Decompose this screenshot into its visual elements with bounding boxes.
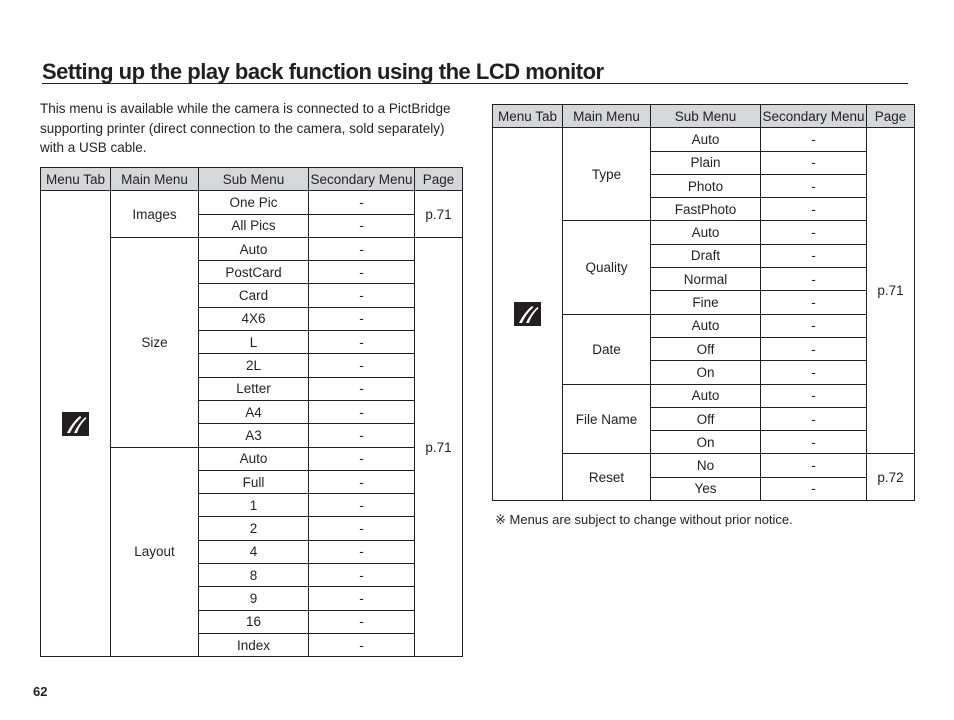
table-header-row (493, 105, 915, 128)
main-menu-cell: File Name (563, 384, 651, 454)
sub-menu-cell: Letter (199, 377, 309, 400)
secondary-menu-cell: - (309, 587, 415, 610)
page-cell: p.72 (867, 454, 915, 501)
table-header-row (41, 168, 463, 191)
sub-menu-cell: Auto (651, 128, 761, 151)
sub-menu-cell: 1 (199, 494, 309, 517)
page-cell: p.71 (415, 191, 463, 238)
table-row (41, 191, 463, 214)
footnote: ※ Menus are subject to change without prior notice. (495, 512, 793, 527)
intro-paragraph: This menu is available while the camera is connected to a PictBridge supporting printer (direct connection to the camera, sold separately) with a USB cable. (40, 101, 451, 155)
main-menu-cell: Reset (563, 454, 651, 501)
sub-menu-cell: 2L (199, 354, 309, 377)
sub-menu-cell: Auto (199, 237, 309, 260)
secondary-menu-cell: - (309, 284, 415, 307)
secondary-menu-cell: - (761, 431, 867, 454)
secondary-menu-cell: - (309, 261, 415, 284)
secondary-menu-cell: - (309, 633, 415, 656)
sub-menu-cell: A3 (199, 424, 309, 447)
col-header: Secondary Menu (309, 168, 415, 191)
page-cell: p.71 (415, 237, 463, 656)
menu-table-left (40, 167, 463, 657)
secondary-menu-cell: - (309, 331, 415, 354)
secondary-menu-cell: - (761, 361, 867, 384)
sub-menu-cell: Auto (199, 447, 309, 470)
main-menu-cell: Layout (111, 447, 199, 657)
col-header: Page (867, 105, 915, 128)
sub-menu-cell: 9 (199, 587, 309, 610)
sub-menu-cell: Plain (651, 151, 761, 174)
sub-menu-cell: All Pics (199, 214, 309, 237)
col-header: Page (415, 168, 463, 191)
sub-menu-cell: One Pic (199, 191, 309, 214)
secondary-menu-cell: - (761, 291, 867, 314)
secondary-menu-cell: - (761, 221, 867, 244)
sub-menu-cell: Index (199, 633, 309, 656)
main-menu-cell: Date (563, 314, 651, 384)
menu-tab-cell (493, 128, 563, 501)
sub-menu-cell: Photo (651, 174, 761, 197)
secondary-menu-cell: - (309, 494, 415, 517)
sub-menu-cell: Auto (651, 314, 761, 337)
col-header: Menu Tab (41, 168, 111, 191)
secondary-menu-cell: - (309, 564, 415, 587)
secondary-menu-cell: - (761, 477, 867, 500)
secondary-menu-cell: - (761, 174, 867, 197)
secondary-menu-cell: - (761, 244, 867, 267)
col-header: Secondary Menu (761, 105, 867, 128)
secondary-menu-cell: - (761, 454, 867, 477)
sub-menu-cell: 4X6 (199, 307, 309, 330)
secondary-menu-cell: - (761, 151, 867, 174)
sub-menu-cell: Normal (651, 268, 761, 291)
col-header: Menu Tab (493, 105, 563, 128)
secondary-menu-cell: - (309, 610, 415, 633)
sub-menu-cell: No (651, 454, 761, 477)
secondary-menu-cell: - (309, 191, 415, 214)
sub-menu-cell: On (651, 431, 761, 454)
table-row (493, 128, 915, 151)
sub-menu-cell: A4 (199, 400, 309, 423)
secondary-menu-cell: - (761, 268, 867, 291)
secondary-menu-cell: - (309, 214, 415, 237)
sub-menu-cell: On (651, 361, 761, 384)
sub-menu-cell: Full (199, 470, 309, 493)
secondary-menu-cell: - (309, 517, 415, 540)
col-header: Sub Menu (651, 105, 761, 128)
sub-menu-cell: Fine (651, 291, 761, 314)
sub-menu-cell: 16 (199, 610, 309, 633)
secondary-menu-cell: - (309, 470, 415, 493)
secondary-menu-cell: - (309, 424, 415, 447)
sub-menu-cell: 2 (199, 517, 309, 540)
main-menu-cell: Quality (563, 221, 651, 314)
page-cell: p.71 (867, 128, 915, 454)
sub-menu-cell: PostCard (199, 261, 309, 284)
secondary-menu-cell: - (309, 354, 415, 377)
main-menu-cell: Images (111, 191, 199, 238)
menu-tab-cell (41, 191, 111, 657)
menu-table-right (492, 104, 915, 501)
secondary-menu-cell: - (761, 337, 867, 360)
sub-menu-cell: Card (199, 284, 309, 307)
secondary-menu-cell: - (309, 447, 415, 470)
main-menu-cell: Size (111, 237, 199, 447)
sub-menu-cell: Auto (651, 221, 761, 244)
col-header: Main Menu (111, 168, 199, 191)
sub-menu-cell: Draft (651, 244, 761, 267)
col-header: Main Menu (563, 105, 651, 128)
title-underline (42, 83, 908, 84)
sub-menu-cell: Yes (651, 477, 761, 500)
secondary-menu-cell: - (309, 237, 415, 260)
sub-menu-cell: Off (651, 407, 761, 430)
secondary-menu-cell: - (309, 307, 415, 330)
page-title: Setting up the play back function using the LCD monitor (42, 59, 604, 84)
pictbridge-icon (62, 412, 89, 436)
secondary-menu-cell: - (761, 314, 867, 337)
sub-menu-cell: 8 (199, 564, 309, 587)
secondary-menu-cell: - (761, 128, 867, 151)
secondary-menu-cell: - (309, 377, 415, 400)
sub-menu-cell: Auto (651, 384, 761, 407)
page-number: 62 (33, 684, 48, 699)
col-header: Sub Menu (199, 168, 309, 191)
secondary-menu-cell: - (761, 407, 867, 430)
sub-menu-cell: FastPhoto (651, 198, 761, 221)
sub-menu-cell: 4 (199, 540, 309, 563)
pictbridge-icon (514, 302, 541, 326)
secondary-menu-cell: - (309, 400, 415, 423)
secondary-menu-cell: - (761, 198, 867, 221)
secondary-menu-cell: - (309, 540, 415, 563)
secondary-menu-cell: - (761, 384, 867, 407)
sub-menu-cell: L (199, 331, 309, 354)
main-menu-cell: Type (563, 128, 651, 221)
sub-menu-cell: Off (651, 337, 761, 360)
